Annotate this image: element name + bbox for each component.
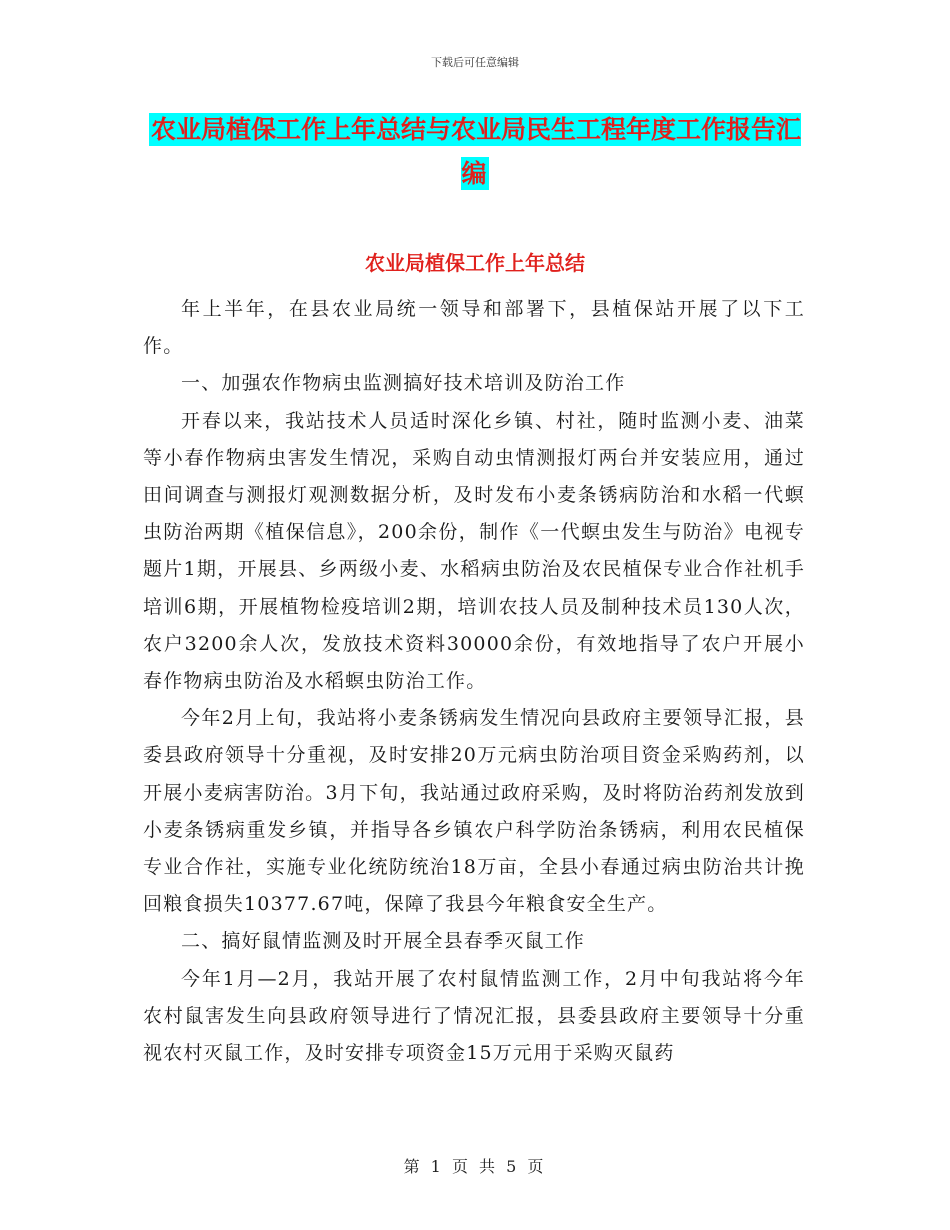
paragraph: 今年1月—2月，我站开展了农村鼠情监测工作，2月中旬我站将今年农村鼠害发生向县政府领导进行了情况汇报，县委县政府主要领导十分重视农村灭鼠工作，及时安排专项资金15万元用于采购灭鼠药 <box>143 967 805 1065</box>
main-title-text: 农业局植保工作上年总结与农业局民生工程年度工作报告汇编 <box>150 115 801 188</box>
document-main-title <box>140 108 810 196</box>
section-title: 农业局植保工作上年总结 <box>365 251 585 275</box>
paragraph-heading: 一、加强农作物病虫监测搞好技术培训及防治工作 <box>181 372 626 395</box>
document-body <box>143 291 805 1072</box>
page-number-footer: 第 1 页 共 5 页 <box>403 1157 547 1176</box>
paragraph-heading: 二、搞好鼠情监测及时开展全县春季灭鼠工作 <box>181 930 586 953</box>
page-header-note: 下载后可任意编辑 <box>431 56 519 69</box>
paragraph: 年上半年，在县农业局统一领导和部署下，县植保站开展了以下工作。 <box>143 298 805 358</box>
paragraph: 开春以来，我站技术人员适时深化乡镇、村社，随时监测小麦、油菜等小春作物病虫害发生情况，采购自动虫情测报灯两台并安装应用，通过田间调查与测报灯观测数据分析，及时发布小麦条锈病防治和水稻一代螟虫防治两期《植保信息》，200余份，制作《一代螟虫发生与防治》电视专题片1期，开展县、乡两级小麦、水稻病虫防治及农民植保专业合作社机手培训6期，开展植物检疫培训2期，培训农技人员及制种技术员130人次，农户3200余人次，发放技术资料30000余份，有效地指导了农户开展小春作物病虫防治及水稻螟虫防治工作。 <box>143 409 805 693</box>
paragraph: 今年2月上旬，我站将小麦条锈病发生情况向县政府主要领导汇报，县委县政府领导十分重视，及时安排20万元病虫防治项目资金采购药剂，以开展小麦病害防治。3月下旬，我站通过政府采购，及时将防治药剂发放到小麦条锈病重发乡镇，并指导各乡镇农户科学防治条锈病，利用农民植保专业合作社，实施专业化统防统治18万亩，全县小春通过病虫防治共计挽回粮食损失10377.67吨，保障了我县今年粮食安全生产。 <box>143 707 805 916</box>
